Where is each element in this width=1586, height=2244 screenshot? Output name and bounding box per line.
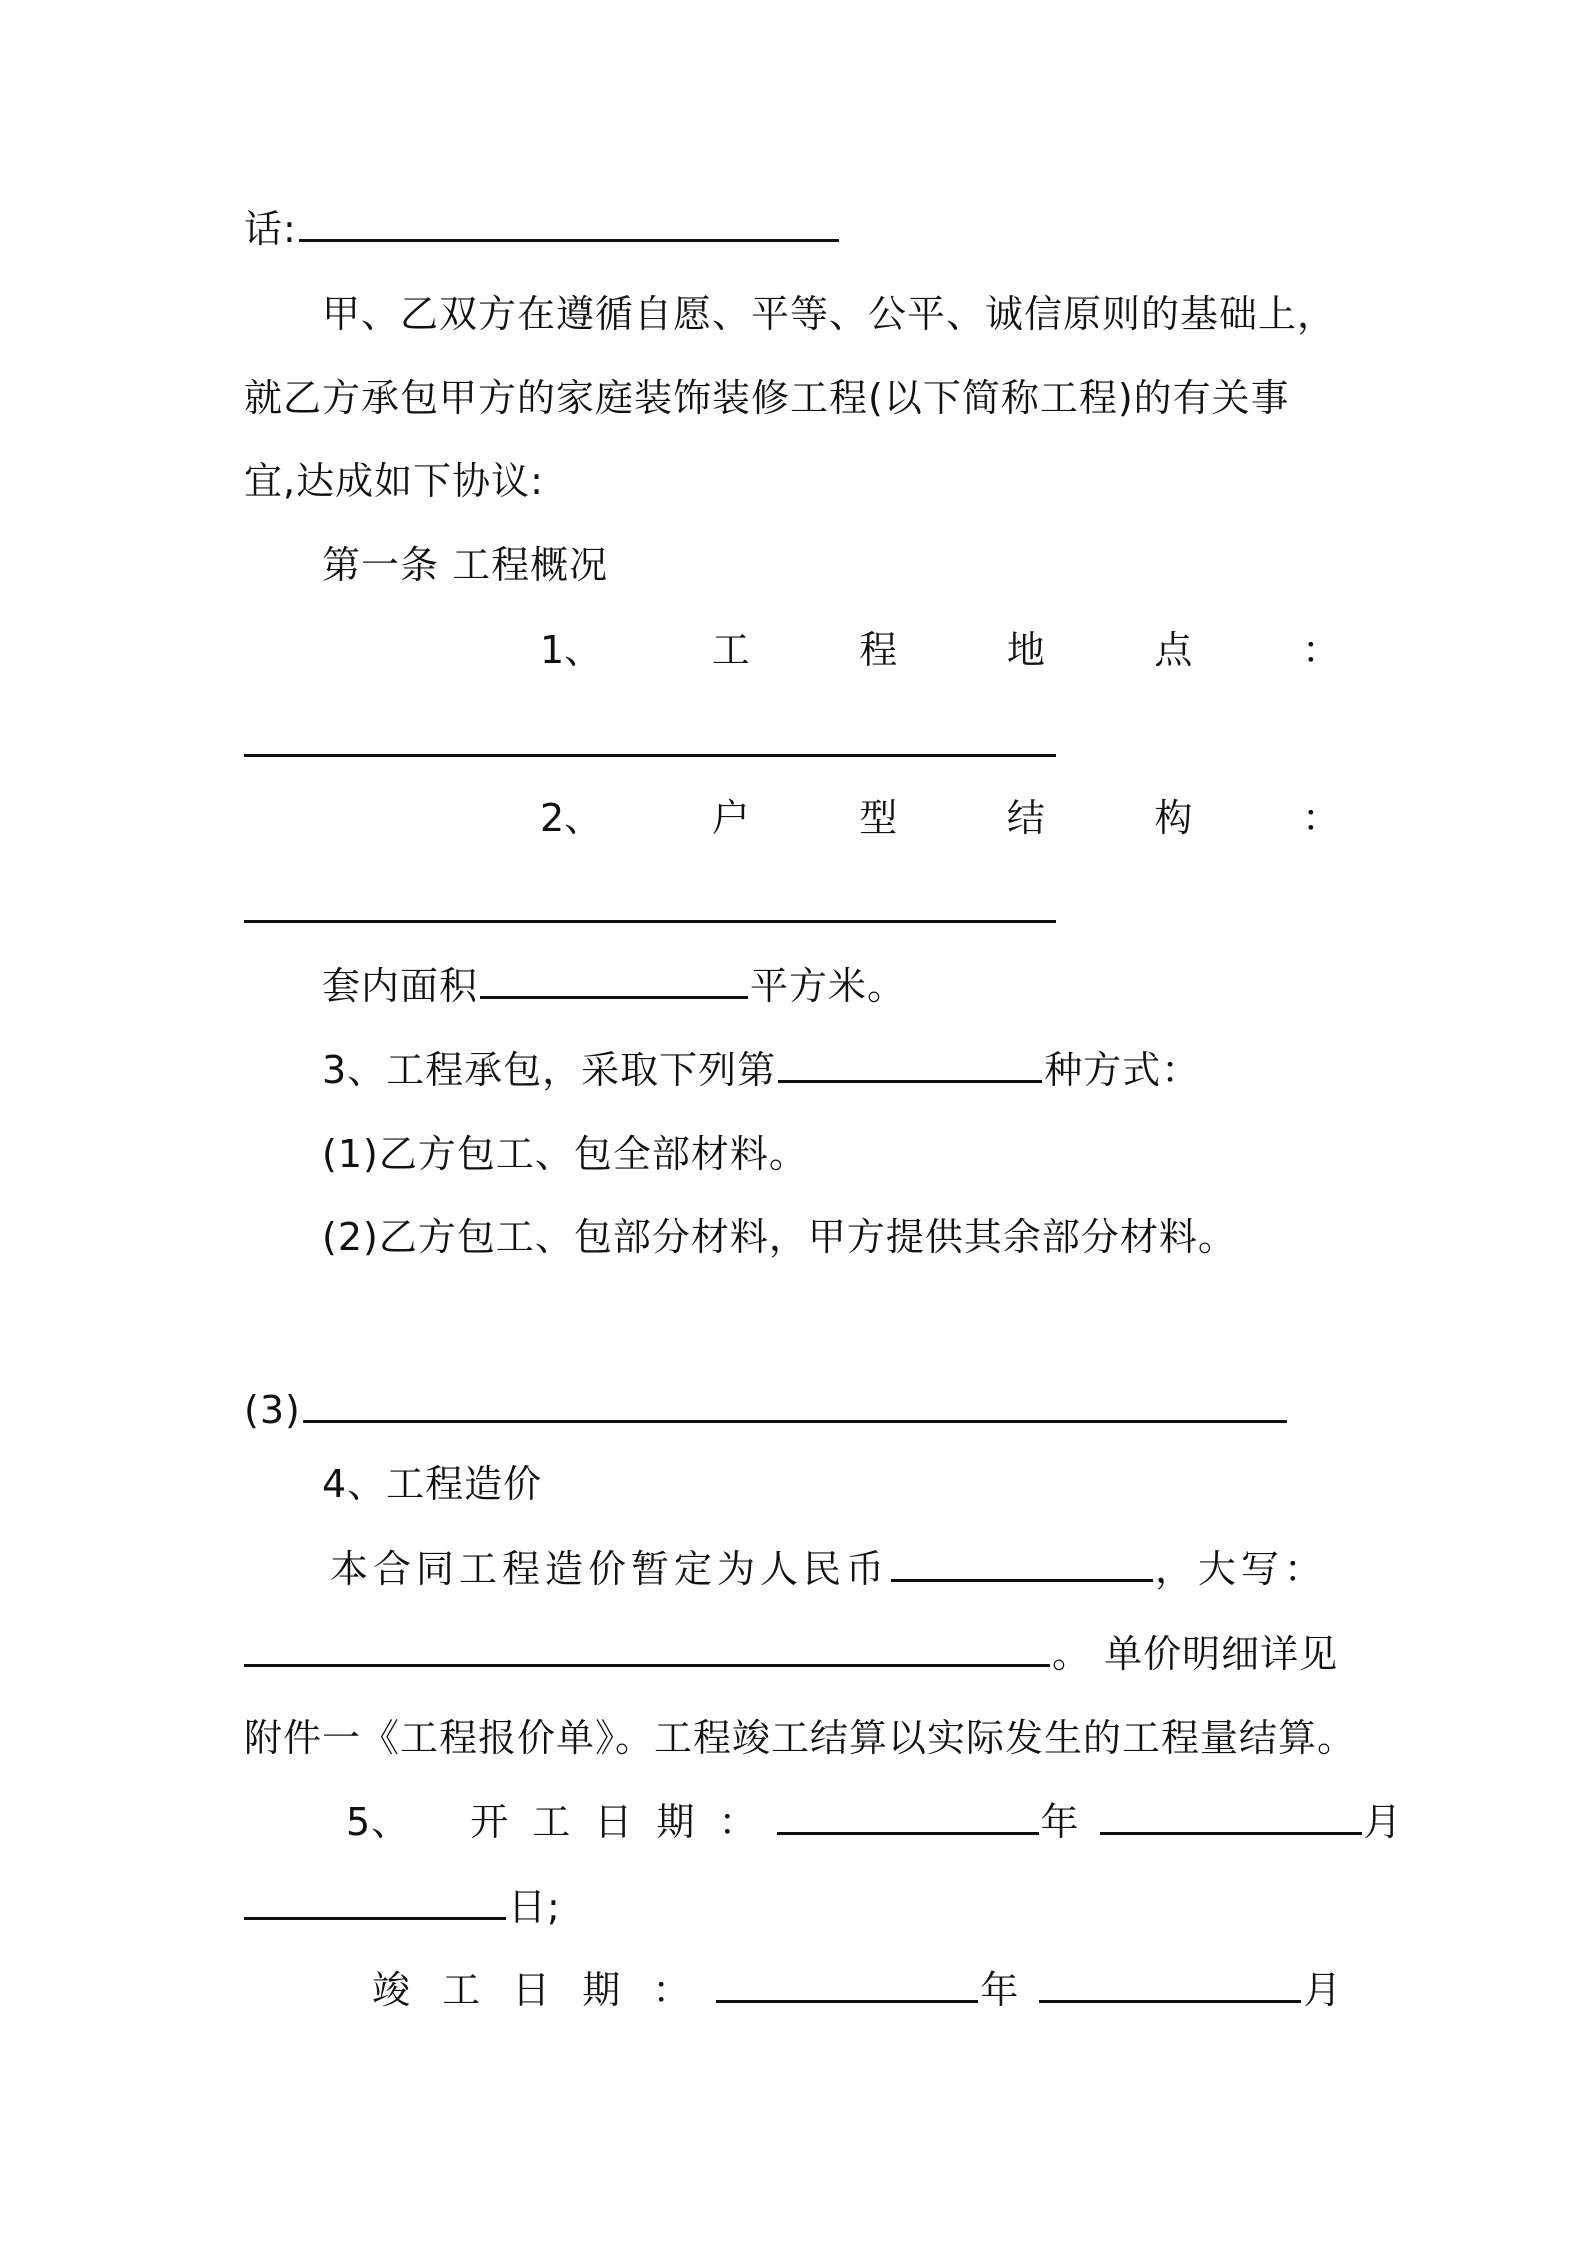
- finish-date-line: [372, 1966, 1342, 2014]
- project-location-blank[interactable]: [244, 724, 1056, 757]
- item-1-char: 程: [859, 628, 898, 672]
- item-1-blank-line: [244, 720, 1058, 768]
- area-blank[interactable]: [480, 966, 748, 999]
- finish-year-blank[interactable]: [716, 1970, 978, 2003]
- tel-label: 话:: [244, 207, 297, 251]
- house-structure-blank[interactable]: [244, 890, 1056, 923]
- item-1-colon: ：: [1301, 628, 1340, 672]
- option-3-line: [244, 1386, 1289, 1434]
- price-words-blank[interactable]: [244, 1634, 1050, 1667]
- start-date-label: 开 工 日 期 ：: [470, 1800, 763, 1844]
- item-1-number: 1、: [540, 628, 603, 672]
- finish-year-label: 年: [980, 1968, 1020, 2012]
- price-line-3: 附件一《工程报价单》。工程竣工结算以实际发生的工程量结算。: [244, 1716, 1357, 1760]
- item-2-char: 型: [859, 796, 898, 840]
- start-month-blank[interactable]: [1100, 1802, 1362, 1835]
- option-3-prefix: (3): [244, 1388, 301, 1432]
- item-2-number: 2、: [540, 796, 603, 840]
- start-day-label: 日;: [508, 1885, 561, 1929]
- article-1-title: 第一条 工程概况: [322, 543, 609, 587]
- intro-line-2: 就乙方承包甲方的家庭装饰装修工程(以下简称工程)的有关事: [244, 376, 1290, 420]
- finish-month-label: 月: [1303, 1968, 1343, 2012]
- area-line: [322, 962, 906, 1010]
- start-day-line: [244, 1883, 561, 1931]
- item-4-title: 4、工程造价: [322, 1462, 543, 1506]
- price-number-blank[interactable]: [891, 1549, 1153, 1582]
- finish-month-blank[interactable]: [1039, 1970, 1301, 2003]
- start-date-line: [346, 1798, 1403, 1846]
- intro-line-3: 宜,达成如下协议:: [244, 459, 544, 503]
- item-2-char: 构: [1154, 796, 1193, 840]
- start-year-blank[interactable]: [777, 1802, 1039, 1835]
- finish-date-label: 竣 工 日 期 ：: [372, 1968, 701, 2012]
- item-2-label: [540, 794, 1340, 842]
- item-3-prefix: 3、工程承包，采取下列第: [322, 1048, 777, 1092]
- item-2-blank-line: [244, 886, 1058, 934]
- price-suffix: ，大写：: [1155, 1547, 1328, 1591]
- price-prefix: 本合同工程造价暂定为人民币: [330, 1547, 890, 1591]
- tel-blank[interactable]: [299, 209, 839, 242]
- item-1-char: 地: [1006, 628, 1045, 672]
- price-line-2: [244, 1630, 1338, 1678]
- tel-line: [244, 205, 841, 253]
- item-2-char: 结: [1006, 796, 1045, 840]
- item-1-char: 点: [1154, 628, 1193, 672]
- option-3-blank[interactable]: [303, 1390, 1287, 1423]
- item-1-label: [540, 626, 1340, 674]
- item-2-char: 户: [711, 796, 750, 840]
- option-1: (1)乙方包工、包全部材料。: [322, 1132, 808, 1176]
- start-month-label: 月: [1363, 1800, 1403, 1844]
- item-3-suffix: 种方式：: [1044, 1048, 1201, 1092]
- start-year-label: 年: [1040, 1800, 1080, 1844]
- option-2: (2)乙方包工、包部分材料，甲方提供其余部分材料。: [322, 1215, 1237, 1259]
- item-2-colon: ：: [1301, 796, 1340, 840]
- item-5-number: 5、: [346, 1800, 411, 1844]
- item-1-char: 工: [711, 628, 750, 672]
- price-line-1: [330, 1545, 1327, 1593]
- area-suffix: 平方米。: [750, 964, 907, 1008]
- item-3-line: [322, 1046, 1200, 1094]
- price-detail-suffix: 。 单价明细详见: [1052, 1632, 1339, 1676]
- area-prefix: 套内面积: [322, 964, 479, 1008]
- contract-mode-blank[interactable]: [778, 1050, 1042, 1083]
- intro-line-1: 甲、乙双方在遵循自愿、平等、公平、诚信原则的基础上，: [322, 292, 1337, 336]
- start-day-blank[interactable]: [244, 1887, 506, 1920]
